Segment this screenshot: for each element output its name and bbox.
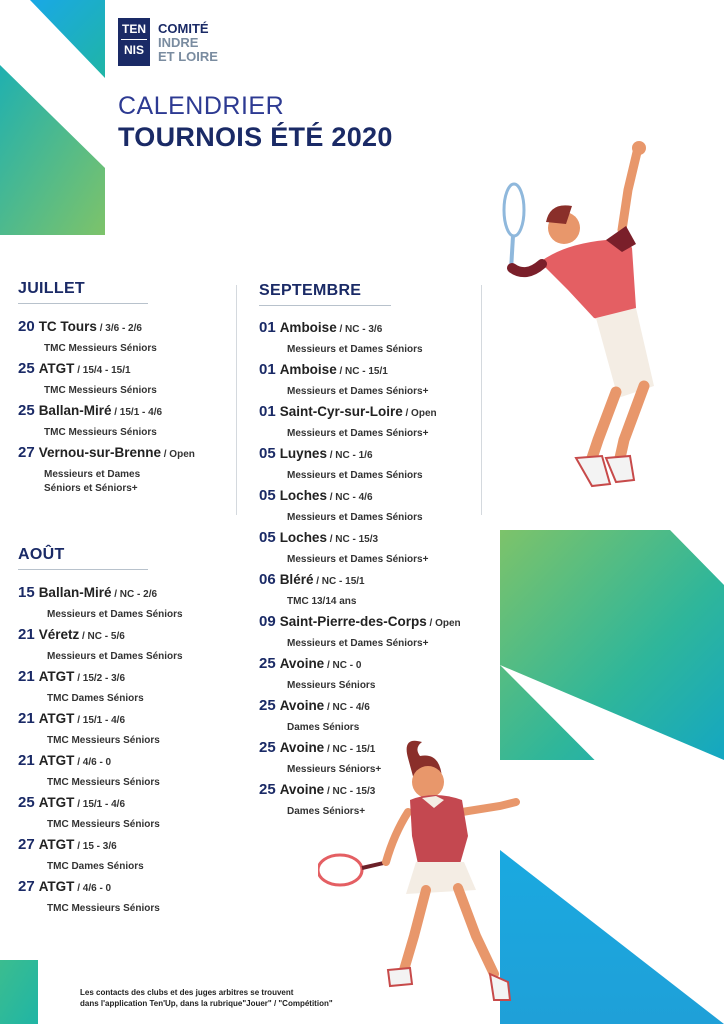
tournament-ranking: / NC - 15/3 xyxy=(326,534,379,545)
tournament-day: 21 xyxy=(18,710,35,727)
committee-line-2: INDRE xyxy=(158,35,199,50)
tournament-club: Vernou-sur-Brenne xyxy=(38,445,161,460)
tournament-entry xyxy=(18,878,111,896)
tournament-entry xyxy=(18,584,157,602)
tournament-day: 25 xyxy=(259,655,276,672)
tournament-ranking: / 15/1 - 4/6 xyxy=(74,715,126,726)
tournament-day: 21 xyxy=(18,668,35,685)
male-player-illustration xyxy=(498,140,668,495)
tournament-entry xyxy=(259,739,375,757)
tournament-club: Avoine xyxy=(279,656,325,671)
racket-icon xyxy=(504,184,524,270)
tournament-ranking: / 3/6 - 2/6 xyxy=(96,323,142,334)
tournament-club: Amboise xyxy=(279,320,337,335)
tournament-day: 27 xyxy=(18,878,35,895)
tournament-club: ATGT xyxy=(38,669,75,684)
committee-line-3: ET LOIRE xyxy=(158,49,218,64)
tournament-category: Messieurs et Dames Séniors xyxy=(47,609,183,620)
tournament-club: Ballan-Miré xyxy=(38,403,112,418)
tournament-club: ATGT xyxy=(38,711,75,726)
tournament-entry xyxy=(18,752,111,770)
footer-line-2: dans l'application Ten'Up, dans la rubrique"Jouer" / "Compétition" xyxy=(80,999,333,1008)
tournament-category: Dames Séniors xyxy=(287,722,360,733)
tournament-category: TMC Messieurs Séniors xyxy=(47,735,160,746)
tournament-day: 15 xyxy=(18,584,35,601)
tournament-entry xyxy=(259,361,388,379)
tournament-day: 25 xyxy=(18,402,35,419)
tournament-ranking: / NC - 2/6 xyxy=(111,589,158,600)
tournament-club: Avoine xyxy=(279,698,325,713)
tournament-club: Loches xyxy=(279,488,327,503)
tournament-entry xyxy=(18,794,125,812)
tournament-entry xyxy=(18,836,117,854)
tournament-category: Messieurs et Dames Séniors+ xyxy=(287,554,429,565)
tournament-ranking: / 15/1 - 4/6 xyxy=(74,799,126,810)
column-divider xyxy=(236,285,237,515)
tournament-entry xyxy=(259,697,370,715)
page-subtitle: TOURNOIS ÉTÉ 2020 xyxy=(118,122,393,152)
tournament-category: TMC Messieurs Séniors xyxy=(47,903,160,914)
tournament-entry xyxy=(259,403,437,421)
tournament-category: Messieurs et Dames Séniors+ xyxy=(287,428,429,439)
footer-line-1: Les contacts des clubs et des juges arbitres se trouvent xyxy=(80,988,294,997)
tournament-day: 06 xyxy=(259,571,276,588)
column-divider xyxy=(481,285,482,515)
tournament-ranking: / NC - 4/6 xyxy=(326,492,373,503)
committee-line-1: COMITÉ xyxy=(158,21,209,36)
tournament-ranking: / NC - 15/1 xyxy=(313,576,365,587)
tournament-category: TMC Messieurs Séniors xyxy=(47,819,160,830)
tournament-ranking: / NC - 3/6 xyxy=(336,324,383,335)
tournament-day: 01 xyxy=(259,361,276,378)
tournament-category: TMC Messieurs Séniors xyxy=(44,385,157,396)
tournament-entry xyxy=(259,445,373,463)
tournament-category: TMC Dames Séniors xyxy=(47,861,144,872)
tournament-day: 25 xyxy=(18,794,35,811)
tournament-club: Ballan-Miré xyxy=(38,585,112,600)
tournament-category: Messieurs et Dames Séniors xyxy=(287,470,423,481)
tournament-day: 20 xyxy=(18,318,35,335)
top-left-triangle xyxy=(30,0,105,78)
female-player-illustration xyxy=(318,738,528,1008)
tournament-category: Messieurs et Dames Séniors xyxy=(287,512,423,523)
tournament-club: TC Tours xyxy=(38,319,97,334)
tennis-logo xyxy=(118,18,150,66)
heading-underline xyxy=(18,569,148,570)
tournament-category: Messieurs et Dames Séniors+ xyxy=(287,638,429,649)
tournament-day: 01 xyxy=(259,403,276,420)
tournament-category: Messieurs Séniors+ xyxy=(287,764,382,775)
tournament-club: Avoine xyxy=(279,740,325,755)
right-blue-wedge xyxy=(500,850,724,1024)
tournament-entry xyxy=(259,571,365,589)
tournament-club: ATGT xyxy=(38,795,75,810)
page-title: CALENDRIER xyxy=(118,92,285,120)
tournament-category: Messieurs Séniors xyxy=(287,680,376,691)
tournament-club: ATGT xyxy=(38,753,75,768)
tournament-category: TMC 13/14 ans xyxy=(287,596,357,607)
tournament-club: ATGT xyxy=(38,837,75,852)
tournament-ranking: / 15/2 - 3/6 xyxy=(74,673,126,684)
tournament-club: ATGT xyxy=(38,879,75,894)
tournament-club: Bléré xyxy=(279,572,314,587)
heading-underline xyxy=(259,305,391,306)
tournament-ranking: / 15/1 - 4/6 xyxy=(111,407,163,418)
bottom-left-shape xyxy=(0,960,38,1024)
tournament-club: Luynes xyxy=(279,446,327,461)
tournament-day: 21 xyxy=(18,752,35,769)
tournament-club: Loches xyxy=(279,530,327,545)
tournament-entry xyxy=(18,710,125,728)
tournament-entry xyxy=(259,655,361,673)
tournament-entry xyxy=(18,668,125,686)
tournament-ranking: / 4/6 - 0 xyxy=(74,757,112,768)
tournament-day: 25 xyxy=(259,739,276,756)
tournament-day: 05 xyxy=(259,445,276,462)
tournament-club: ATGT xyxy=(38,361,75,376)
tournament-category: Séniors et Séniors+ xyxy=(44,483,138,494)
tournament-ranking: / 4/6 - 0 xyxy=(74,883,112,894)
heading-underline xyxy=(18,303,148,304)
tournament-category: Messieurs et Dames xyxy=(44,469,141,480)
tournament-ranking: / NC - 15/3 xyxy=(324,786,376,797)
tournament-ranking: / NC - 1/6 xyxy=(326,450,373,461)
racket-icon xyxy=(318,855,388,885)
tournament-ranking: / 15 - 3/6 xyxy=(74,841,117,852)
tournament-club: Véretz xyxy=(38,627,80,642)
tournament-day: 27 xyxy=(18,444,35,461)
tournament-entry xyxy=(18,626,125,644)
tournament-entry xyxy=(259,781,375,799)
tournament-club: Saint-Pierre-des-Corps xyxy=(279,614,427,629)
tournament-day: 27 xyxy=(18,836,35,853)
tournament-entry xyxy=(18,444,195,462)
tournament-ranking: / NC - 0 xyxy=(324,660,362,671)
left-green-shape xyxy=(0,65,105,235)
tournament-category: TMC Dames Séniors xyxy=(47,693,144,704)
tournament-ranking: / NC - 5/6 xyxy=(79,631,125,642)
tournament-day: 21 xyxy=(18,626,35,643)
month-heading-aout: AOÛT xyxy=(18,546,65,563)
logo-bottom-text: NIS xyxy=(121,39,147,57)
tournament-category: TMC Messieurs Séniors xyxy=(47,777,160,788)
month-heading-juillet: JUILLET xyxy=(18,280,85,297)
tournament-day: 09 xyxy=(259,613,276,630)
tournament-category: TMC Messieurs Séniors xyxy=(44,427,157,438)
tournament-category: TMC Messieurs Séniors xyxy=(44,343,157,354)
tournament-category: Messieurs et Dames Séniors xyxy=(287,344,423,355)
tournament-club: Saint-Cyr-sur-Loire xyxy=(279,404,403,419)
tournament-entry xyxy=(18,402,162,420)
logo-top-text: TEN xyxy=(122,22,146,36)
tournament-day: 25 xyxy=(259,697,276,714)
tournament-ranking: / Open xyxy=(402,408,437,419)
tournament-category: Dames Séniors+ xyxy=(287,806,366,817)
tournament-ranking: / Open xyxy=(160,449,195,460)
tournament-entry xyxy=(18,360,131,378)
tournament-day: 25 xyxy=(259,781,276,798)
tournament-entry xyxy=(259,613,461,631)
tournament-club: Avoine xyxy=(279,782,325,797)
tournament-club: Amboise xyxy=(279,362,337,377)
tournament-entry xyxy=(259,319,382,337)
tournament-entry xyxy=(259,529,378,547)
tournament-ranking: / 15/4 - 15/1 xyxy=(74,365,131,376)
footer-note xyxy=(80,987,333,1009)
tournament-ranking: / NC - 4/6 xyxy=(324,702,370,713)
tournament-entry xyxy=(259,487,373,505)
tournament-day: 05 xyxy=(259,487,276,504)
committee-name xyxy=(158,22,218,64)
tournament-category: Messieurs et Dames Séniors xyxy=(47,651,183,662)
tournament-entry xyxy=(18,318,142,336)
tournament-day: 05 xyxy=(259,529,276,546)
tournament-category: Messieurs et Dames Séniors+ xyxy=(287,386,429,397)
tournament-day: 01 xyxy=(259,319,276,336)
tournament-day: 25 xyxy=(18,360,35,377)
tournament-ranking: / NC - 15/1 xyxy=(336,366,388,377)
month-heading-septembre: SEPTEMBRE xyxy=(259,282,362,299)
tournament-ranking: / Open xyxy=(426,618,461,629)
tournament-ranking: / NC - 15/1 xyxy=(324,744,376,755)
